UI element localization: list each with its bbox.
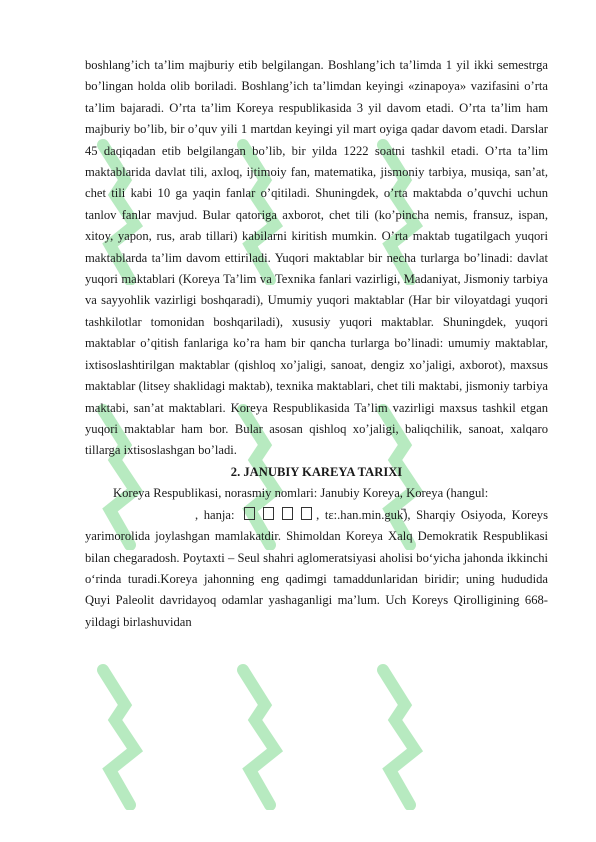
body-paragraph-2 xyxy=(85,483,548,633)
missing-glyph-icon xyxy=(263,507,274,520)
watermark-logo xyxy=(95,660,145,810)
hanja-label: , hanja: xyxy=(195,507,235,522)
body-paragraph: boshlang’ich ta’lim majburiy etib belgilangan. Boshlang’ich ta’limda 1 yil ikki semestrga bo’lingan holda olib boriladi. Boshlang’ich ta’limdan keyingi «zinapoya» vazifasini o’rta ta’lim bajaradi. O’rta ta’lim Koreya respublikasida 3 yil davom etadi. O’rta ta’lim ham majburiy bo’lib, bir o’quv yili 1 martdan keyingi yil mart oyiga qadar davom etadi. Darslar 45 daqiqadan etib belgilangan bo’lib, bir yilda 1222 soatni tashkil etadi. O’rta ta’lim maktablarida davlat tili, axloq, ijtimoiy fan, matematika, jismoniy tarbiya, musiqa, san’at, chet tili kabi 10 ga yaqin fanlar o’qitiladi. Shuningdek, o’rta maktabda o’quvchi uchun tanlov fanlar mavjud. Bular qatoriga axborot, chet tili (ko’pincha nemis, fransuz, ispan, xitoy, yapon, rus, arab tillari) kabilarni kiritish mumkin. O’rta maktab tugatilgach yuqori maktablarda ta’lim davom ettiriladi. Yuqori maktablar bir necha turlarga bo’linadi: davlat yuqori maktablari (Koreya Ta’lim va Texnika fanlari vazirligi, Madaniyat, Jismoniy tarbiya va sayyohlik vazirligi boshqaradi), Umumiy yuqori maktablar (Har bir viloyatdagi yuqori tashkilotlar tomonidan boshqariladi), xususiy yuqori maktablar. Shuningdek, yuqori maktablar o’qitish fanlariga ko’ra ham bir qancha turlarga bo’linadi: umumiy maktablar, ixtisoslashtirilgan maktablar (qishloq xo’jaligi, sanoat, dengiz xo’jaligi, axborot), maxsus maktablar (litsey shaklidagi maktab), texnika maktablari, chet tili maktabi, jismoniy tarbiya maktabi, san’at maktablari. Koreya Respublikasida Ta’lim vazirligi maxsus tashkil etgan yuqori maktablar ham bor. Bular asosan qishloq xo’jaligi, baliqchilik, sanoat, xalqaro tillarga ixtisoslashgan bo’ladi. xyxy=(85,58,548,458)
missing-glyph-icon xyxy=(301,507,312,520)
paragraph-text: Koreya Respublikasi, norasmiy nomlari: Janubiy Koreya, Koreya (hangul: xyxy=(113,486,489,501)
paragraph-text: , tɛ:.han.min.guk̚), Sharqiy Osiyoda, Koreys yarimorolida joylashgan mamlakatdir. Shimoldan Koreya Xalq Demokratik Respublikasi bilan chegaradosh. Poytaxti – Seul shahri aglomeratsiyasi aholisi bo‘yicha jahonda ikkinchi o‘rinda turadi.Koreya jahonning eng qadimgi tamaddunlaridan biridir; uning hududida Quyi Paleolit davridayoq odamlar yashaganligi ma’lum. Uch Koreys Qirolligining 668-yildagi birlashuvidan xyxy=(85,507,549,629)
document-body xyxy=(85,55,548,633)
missing-glyph-icon xyxy=(282,507,293,520)
watermark-logo xyxy=(375,660,425,810)
missing-glyph-icon xyxy=(244,507,255,520)
section-heading: 2. JANUBIY KAREYA TARIXI xyxy=(230,464,403,479)
watermark-logo xyxy=(235,660,285,810)
